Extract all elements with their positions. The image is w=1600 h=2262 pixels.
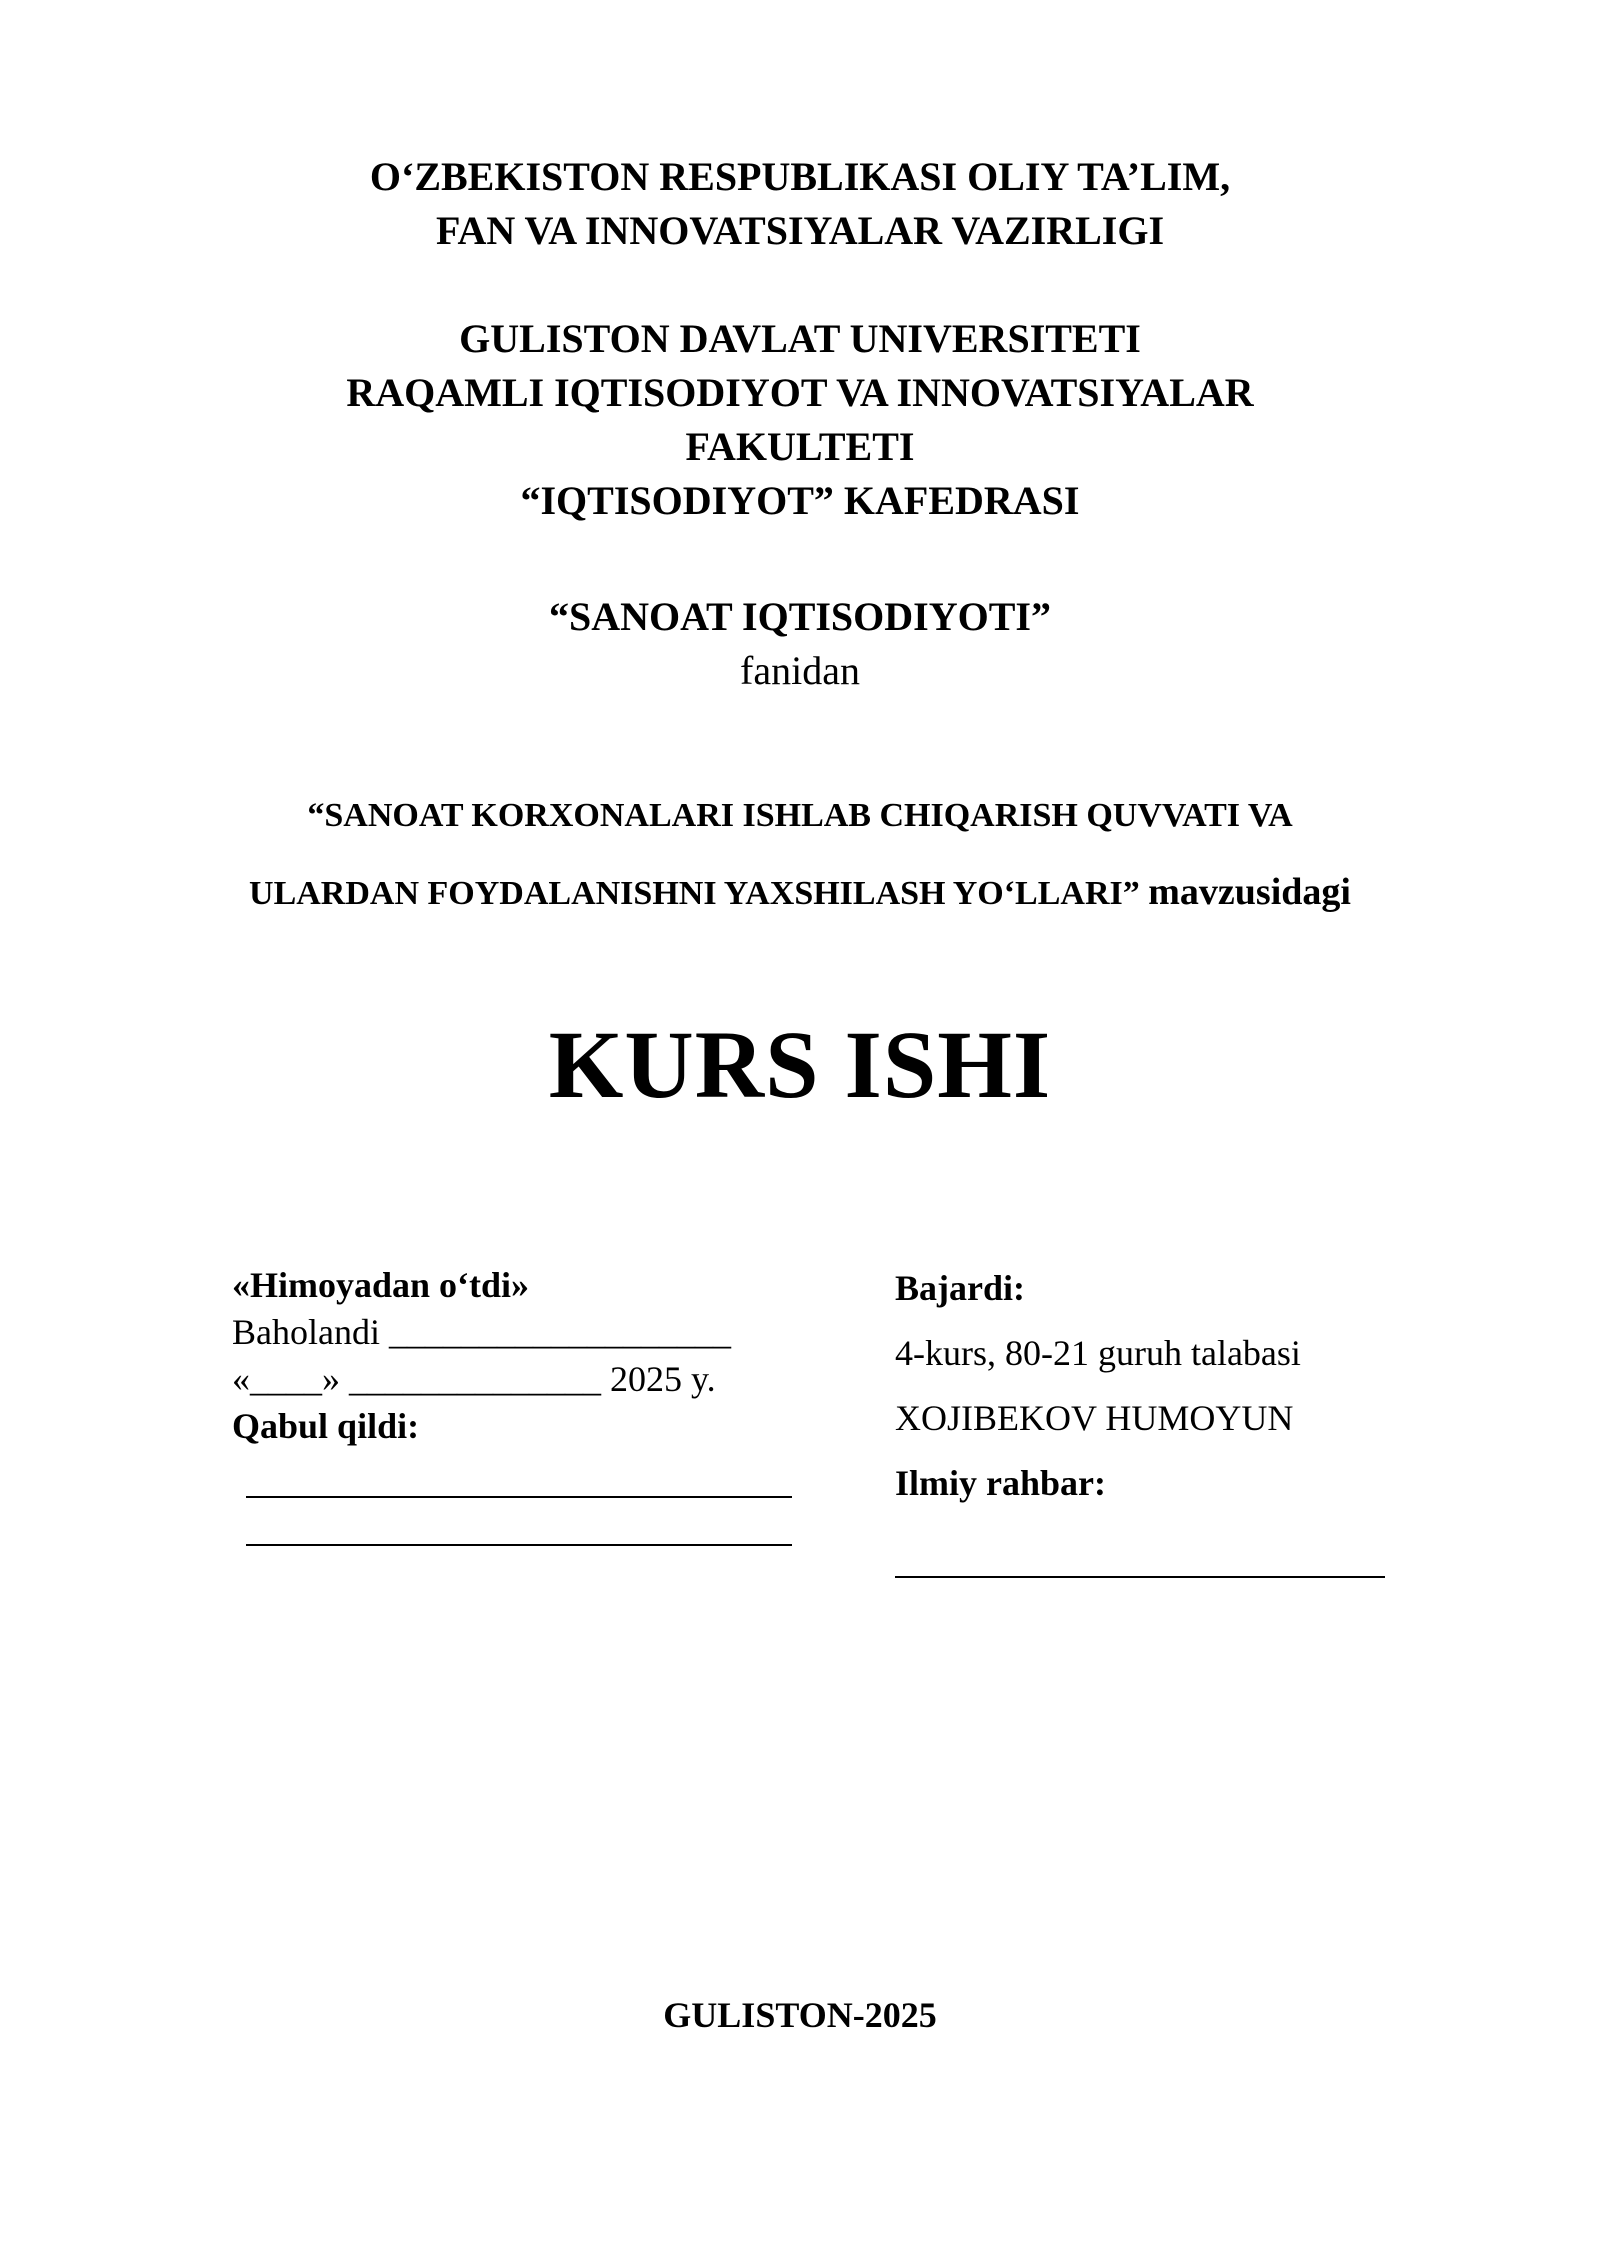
ministry-line-1: O‘ZBEKISTON RESPUBLIKASI OLIY TA’LIM,	[369, 154, 1231, 199]
university-block	[0, 312, 1600, 528]
topic-line-2-wrap	[0, 854, 1600, 932]
topic-line-2: ULARDAN FOYDALANISHNI YAXSHILASH YO‘LLARI”	[249, 875, 1140, 912]
date-line: «____» ______________ 2025 y.	[232, 1359, 716, 1399]
ministry-header	[0, 150, 1600, 258]
accepted-label: Qabul qildi:	[232, 1406, 420, 1446]
ministry-line-2: FAN VA INNOVATSIYALAR VAZIRLIGI	[435, 208, 1165, 253]
performed-label: Bajardi:	[895, 1268, 1025, 1308]
graded-line: Baholandi ___________________	[232, 1312, 731, 1352]
university-name: GULISTON DAVLAT UNIVERSITETI	[459, 316, 1141, 361]
student-name: XOJIBEKOV HUMOYUN	[895, 1398, 1294, 1438]
city-year: GULISTON-2025	[663, 1995, 937, 2035]
advisor-signature-line	[895, 1516, 1385, 1578]
topic-block	[0, 778, 1600, 932]
subject-title: “SANOAT IQTISODIYOTI”	[549, 594, 1051, 639]
advisor-label: Ilmiy rahbar:	[895, 1463, 1106, 1503]
signature-line-1	[246, 1450, 792, 1498]
defended-label: «Himoyadan o‘tdi»	[232, 1265, 530, 1305]
subject-block	[0, 590, 1600, 698]
page-title: KURS ISHI	[548, 1011, 1052, 1118]
subject-suffix: fanidan	[740, 648, 860, 693]
topic-line-1: “SANOAT KORXONALARI ISHLAB CHIQARISH QUVVATI VA	[307, 797, 1293, 834]
topic-suffix: mavzusidagi	[1148, 871, 1351, 913]
signature-line-2	[246, 1498, 792, 1546]
faculty-line-2: FAKULTETI	[685, 424, 915, 469]
author-block	[895, 1256, 1455, 1578]
defense-block	[232, 1262, 832, 1546]
department-name: “IQTISODIYOT” KAFEDRASI	[520, 478, 1080, 523]
student-info: 4-kurs, 80-21 guruh talabasi	[895, 1333, 1301, 1373]
faculty-line-1: RAQAMLI IQTISODIYOT VA INNOVATSIYALAR	[346, 370, 1254, 415]
